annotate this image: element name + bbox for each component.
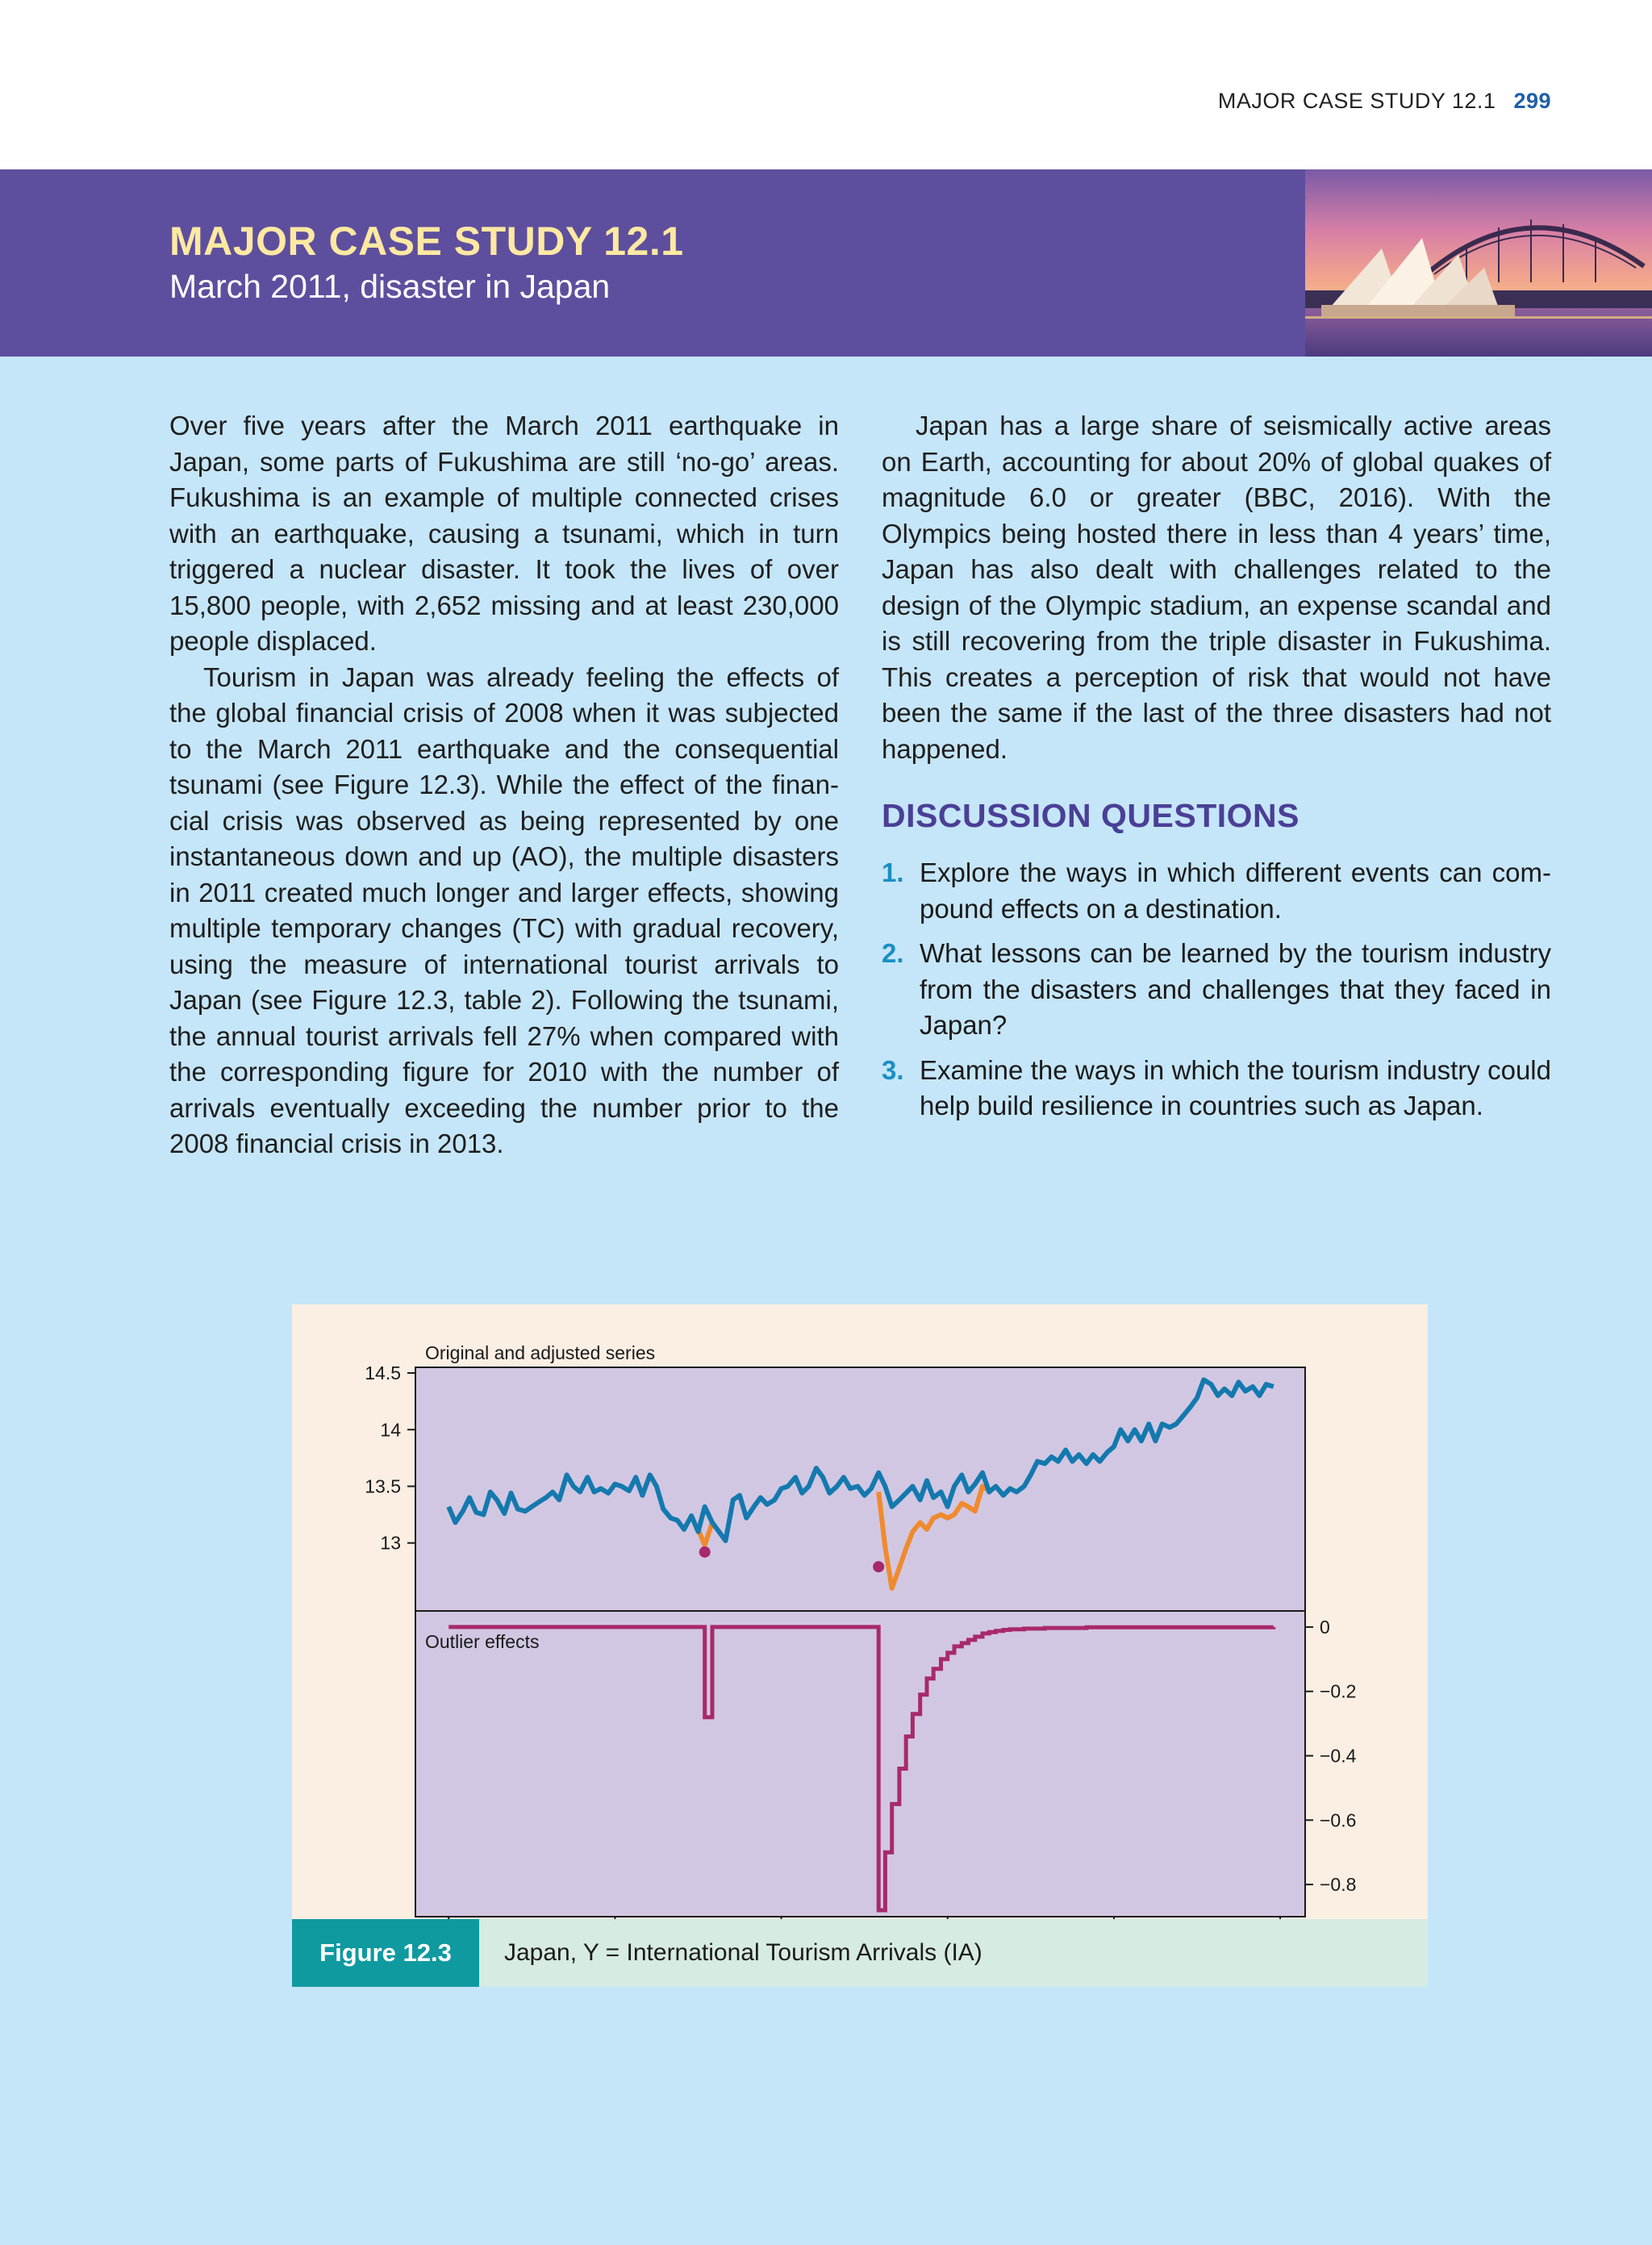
- figure-panel: [292, 1304, 1428, 1919]
- y-tick-label: 13.5: [365, 1475, 401, 1497]
- question-number: 2.: [882, 938, 904, 968]
- list-item: [882, 855, 1551, 927]
- figure-chart: [292, 1304, 1428, 1919]
- left-column: [169, 408, 839, 1162]
- y-tick-label: −0.6: [1320, 1809, 1357, 1831]
- paragraph: Tourism in Japan was already feeling the effects of the global financial crisis of 2008 when it was subjected to the March 2011 earthquake and the consequential tsunami (see Figure 12.3). While the effect of the financial crisis was observed as being represented by one instantaneous down and up (AO), the multiple disasters in 2011 created much longer and larger effects, showing multiple temporary changes (TC) with gradual recovery, using the measure of international tourist arrivals to Japan (see Figure 12.3, table 2). Following the tsunami, the annual tourist arrivals fell 27% when compared with the corresponding figure for 2010 with the number of arrivals eventually exceeding the number prior to the 2008 financial crisis in 2013.: [169, 661, 839, 1158]
- y-tick-label: −0.4: [1320, 1745, 1357, 1767]
- question-text: What lessons can be learned by the tourism industry from the disasters and challenges that they faced in Japan?: [920, 938, 1551, 1040]
- y-tick-label: −0.8: [1320, 1874, 1357, 1896]
- y-tick-label: 13: [380, 1532, 401, 1554]
- banner-subtitle: March 2011, disaster in Japan: [169, 268, 611, 305]
- y-tick-label: 14: [380, 1419, 401, 1441]
- plot-area: [415, 1367, 1305, 1917]
- top-panel-title: Original and adjusted series: [425, 1342, 656, 1363]
- question-number: 1.: [882, 858, 904, 887]
- sydney-opera-house-photo: [1305, 169, 1652, 357]
- list-item: [882, 936, 1551, 1044]
- discussion-questions-list: [882, 855, 1551, 1133]
- paragraph: Over five years after the March 2011 earthquake in Japan, some parts of Fukushima are still ‘no-go’ areas. Fukushima is an example of multiple connected crises with an earthquake, causing a tsunami, which in turn triggered a nuclear disaster. It took the lives of over 15,800 people, with 2,652 missing and at least 230,000 people displaced.: [169, 411, 839, 656]
- page-number: 299: [1513, 89, 1551, 113]
- running-head: [1218, 89, 1551, 114]
- list-item: [882, 1053, 1551, 1125]
- question-text: Explore the ways in which different events can compound effects on a destination.: [920, 858, 1551, 924]
- figure-caption: Japan, Y = International Tourism Arrivals (IA): [504, 1939, 982, 1966]
- y-tick-label: −0.2: [1320, 1680, 1357, 1702]
- bottom-panel-title: Outlier effects: [425, 1631, 540, 1652]
- question-text: Examine the ways in which the tourism industry could help build resilience in countries such as Japan.: [920, 1054, 1551, 1120]
- paragraph: Japan has a large share of seismically active areas on Earth, accounting for about 20% of global quakes of magnitude 6.0 or greater (BBC, 2016). With the Olympics being hosted there in less than 4 years’ time, Japan has also dealt with challenges related to the design of the Olympic stadium, an expense scandal and is still recovering from the triple disaster in Fukushima. This creates a perception of risk that would not have been the same if the last of the three disasters had not happened.: [882, 411, 1551, 764]
- discussion-questions-heading: DISCUSSION QUESTIONS: [882, 797, 1300, 834]
- running-head-label: MAJOR CASE STUDY 12.1: [1217, 89, 1496, 113]
- outlier-point: [873, 1561, 884, 1572]
- figure-label: Figure 12.3: [292, 1919, 479, 1987]
- outlier-point: [699, 1546, 711, 1558]
- question-number: 3.: [882, 1054, 904, 1085]
- page-header: [0, 0, 1652, 169]
- opera-house-illustration: [1305, 169, 1652, 357]
- banner-title: MAJOR CASE STUDY 12.1: [169, 219, 684, 264]
- right-column: [882, 408, 1551, 767]
- y-tick-label: 0: [1320, 1616, 1330, 1638]
- y-tick-label: 14.5: [365, 1362, 401, 1384]
